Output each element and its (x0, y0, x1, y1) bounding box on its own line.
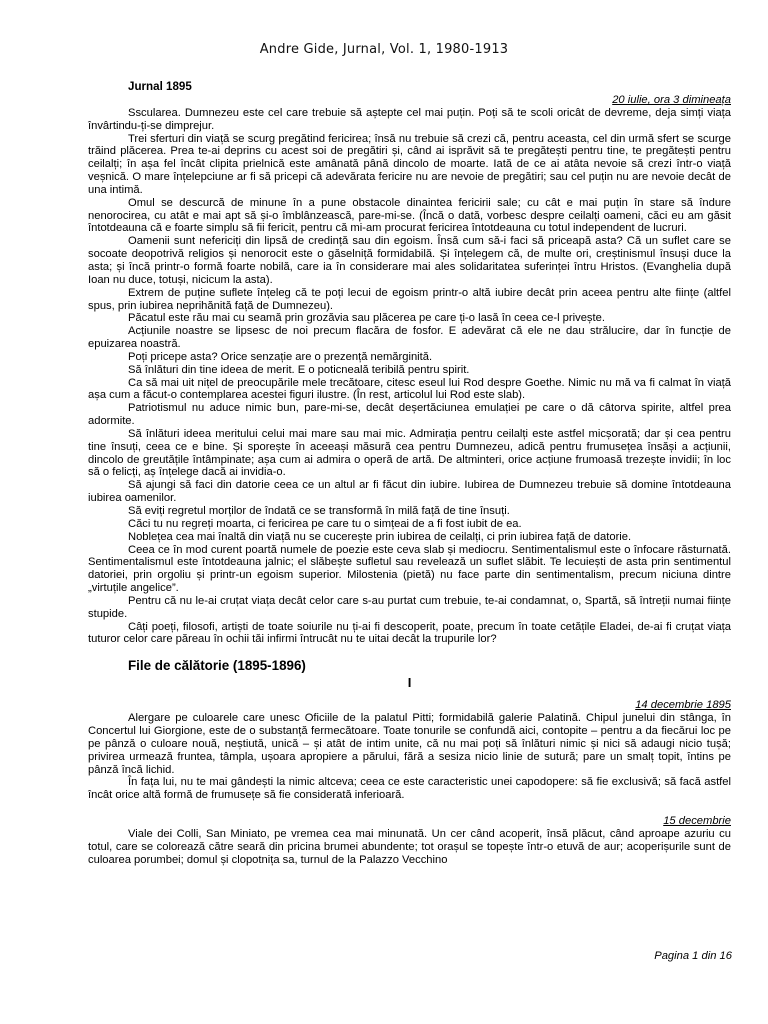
section-body-file-1 (88, 712, 731, 802)
paragraph: Să înlături ideea meritului celui mai mare sau mai mic. Admirația pentru ceilalți este astfel micșorată; dar și cea pentru tine însuți, ceea ce e bine. Și sporește în aceeași măsură cea pentru Dumnezeu, adică pentru frumusețea însăși a acțiunii, dincolo de greutățile întâmpinate; așa cum ai admira o operă de artă. De altminteri, orice acțiune frumoasă trezește invidii; în loc să o felicți, aș înțelege dacă ai invidia-o. (88, 427, 731, 479)
section-title-file: File de călătorie (1895-1896) (128, 658, 306, 674)
paragraph: Viale dei Colli, San Miniato, pe vremea cea mai minunată. Un cer când acoperit, însă plăcut, când aproape azuriu cu totul, care se colorează către seară din pricina brumei abundente; tot orașul se topește într-o etuvă de aur; acoperișurile sunt de culoarea porumbei; domul și clopotnița sa, turnul de la Palazzo Vecchino (88, 827, 731, 866)
paragraph: Oamenii sunt nefericiți din lipsă de credință sau din egoism. Însă cum să-i faci să priceapă asta? Că un suflet care se socoate deopotrivă religios și nenorocit este o găselniță formidabilă. Și înțelegem că, de multe ori, creștinismul însuși duce la asta; și încă printr-o formă foarte nobilă, care ia în considerare mai ales solidaritatea suferinței întru Hristos. (Evanghelia după Ioan nu duce, totuși, nicicum la asta). (88, 235, 731, 286)
paragraph: Poți pricepe asta? Orice senzație are o prezență nemărginită. (128, 350, 433, 363)
chapter-numeral: I (407, 675, 412, 691)
paragraph: În fața lui, nu te mai gândești la nimic altceva; ceea ce este caracteristic unei capodopere: să fie exclusivă; să facă astfel încât orice altă formă de frumusețe să fie considerată inferioară. (88, 776, 731, 802)
paragraph: Extrem de puține suflete înțeleg că te poți lecui de egoism printr-o altă iubire decât prin aceea pentru alte ființe (altfel spus, prin iubirea neprihănită față de Dumnezeu). (88, 286, 731, 312)
paragraph: Păcatul este rău mai cu seamă prin grozăvia sau plăcerea pe care ți-o lasă în ceea ce-l privește. (128, 312, 605, 325)
paragraph: Căci tu nu regreți moarta, ci fericirea pe care tu o simțeai de a fi fost iubit de ea. (128, 517, 522, 530)
paragraph: Trei sferturi din viață se scurg pregătind fericirea; însă nu trebuie să crezi că, pentru aceasta, cel din urmă sfert se scurge trăind plăcerea. Prea te-ai deprins cu acest soi de pregătiri și, când ai isprăvit să te pregătești pentru tine, te pregătești pentru ceilalți; în așa fel încât clipita prielnică este amânată până dincolo de moarte. Iată de ce ai atâta nevoie să crezi într-o viață veșnică. O mare înțelepciune ar fi să pricepi că adevărata fericire nu are nevoie de pregătiri; sau cel puțin nu are nevoie decât de una intimă. (88, 132, 731, 196)
paragraph: Ceea ce în mod curent poartă numele de poezie este ceva slab și mediocru. Sentimentalismul este o înfocare răsturnată. Sentimentalismul este întotdeauna jalnic; el slăbește sufletul sau revelează un suflet slăbit. Te lecuiești de asta prin sentimentul datoriei, prin orgoliu și printr-un egoism superior. Milostenia (pietă) nu face parte din sentimentalism, precum niciuna dintre „virtuțile angelice”. (88, 543, 731, 595)
paragraph: Ca să mai uit nițel de preocupările mele trecătoare, citesc eseul lui Rod despre Goethe. Nimic nu mă va fi calmat în viață așa cum a făcut-o contemplarea acestei figuri ilustre. (În rest, articolul lui Rod este slab). (88, 376, 731, 402)
paragraph: Omul se descurcă de minune în a pune obstacole dinaintea fericirii sale; cu cât e mai puțin în stare să îndure nenorocirea, cu atât e mai apt să și-o îmblânzească, pare-mi-se. (Încă o dată, vorbesc despre ceilalți oameni, căci eu am găsit întotdeauna că e foarte simplu să fii fericit, pentru că mi-am procurat fericirea întotdeauna cu totul independent de lucruri. (88, 196, 731, 235)
entry-date: 15 decembrie (663, 815, 731, 828)
paragraph: Acțiunile noastre se lipsesc de noi precum flacăra de fosfor. E adevărat că ele ne dau strălucire, dar în funcție de epuizarea noastră. (88, 325, 731, 351)
paragraph: Sscularea. Dumnezeu este cel care trebuie să aștepte cel mai puțin. Poți să te scoli oricât de devreme, deja simți viața învârtindu-ți-se dimprejur. (88, 106, 731, 132)
paragraph: Să înlături din tine ideea de merit. E o poticneală teribilă pentru spirit. (128, 363, 470, 376)
paragraph: Patriotismul nu aduce nimic bun, pare-mi-se, decât deșertăciunea emulației pe care o dă câtorva spirite, altfel prea adormite. (88, 402, 731, 428)
section-body-file-2 (88, 828, 731, 867)
entry-date: 20 iulie, ora 3 dimineața (612, 94, 731, 106)
paragraph: Să ajungi să faci din datorie ceea ce un altul ar fi făcut din iubire. Iubirea de Dumnezeu trebuie să domine întotdeauna iubirea oamenilor. (88, 479, 731, 505)
section-title-jurnal: Jurnal 1895 (128, 80, 192, 93)
paragraph: Să eviți regretul morților de îndată ce se transformă în milă față de tine însuți. (128, 505, 510, 517)
entry-date: 14 decembrie 1895 (635, 699, 731, 712)
page-number: Pagina 1 din 16 (654, 950, 732, 962)
paragraph: Câți poeți, filosofi, artiști de toate soiurile nu ți-ai fi descoperit, poate, precum în toate cetățile Eladei, de-ai fi cruțat viața tuturor celor care păreau în ochii tăi infirmi întrucât nu te uitai decât la trupurile lor? (88, 620, 731, 646)
page-content (88, 80, 731, 866)
paragraph: Noblețea cea mai înaltă din viață nu se cucerește prin iubirea de ceilalți, ci prin iubirea față de datorie. (128, 530, 632, 543)
document-header: Andre Gide, Jurnal, Vol. 1, 1980-1913 (259, 42, 509, 57)
paragraph: Alergare pe culoarele care unesc Oficiile de la palatul Pitti; formidabilă galerie Palatină. Chipul junelui din stânga, în Concertul lui Giorgione, este de o substanță fermecătoare. Toate tonurile se confundă aici, contopite – pentru a da fiecărui loc pe pe pânză o culoare nouă, neștiută, unică – și atât de intim unite, că nu mai poți să înlături nimic și nici să adaugi nicio tușă; privirea urmează fruntea, tâmpla, ușoara apropiere a părului, fără a sesiza nicio linie de sutură; pare un smalț topit, întins pe pânză încă lichid. (88, 712, 731, 776)
paragraph: Pentru că nu le-ai cruțat viața decât celor care s-au purtat cum trebuie, te-ai condamnat, o, Spartă, să întreții numai ființe stupide. (88, 594, 731, 620)
section-body-jurnal (88, 107, 731, 646)
